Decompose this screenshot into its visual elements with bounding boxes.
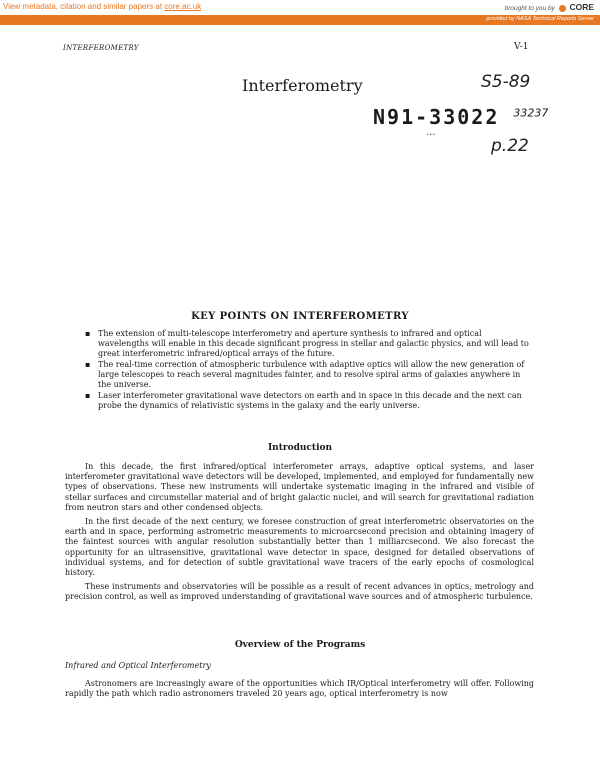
introduction-heading: Introduction bbox=[267, 443, 333, 453]
subsection-heading: Infrared and Optical Interferometry bbox=[65, 661, 211, 670]
key-point-item: ▪ The extension of multi-telescope interferometry and aperture synthesis to infrared and optical wavelengths will enable in this decade significant progress in stellar and galactic physics, and will lead to great interferometric infrared/optical arrays of the future. bbox=[87, 329, 534, 359]
core-logo-text: CORE bbox=[569, 2, 594, 12]
handwritten-note-top: S5-89 bbox=[481, 72, 531, 92]
key-points-list bbox=[87, 329, 534, 412]
accession-text: N91-33022 bbox=[373, 105, 500, 129]
key-points-heading: KEY POINTS ON INTERFEROMETRY bbox=[191, 311, 409, 322]
core-link-text: View metadata, citation and similar papers at bbox=[3, 2, 163, 11]
ir-optical-body bbox=[65, 679, 534, 703]
page-number: V-1 bbox=[514, 42, 529, 52]
core-logo-icon bbox=[559, 5, 566, 12]
key-point-item: ▪ Laser interferometer gravitational wave detectors on earth and in space in this decade and the next can probe the dynamics of relativistic systems in the galaxy and the early universe. bbox=[87, 391, 534, 411]
intro-paragraph: In this decade, the first infrared/optical interferometer arrays, adaptive optical systems, and laser interferometer gravitational wave detectors will be developed, implemented, and employed for fundamentally new types of observations. These new instruments will undertake systematic imaging in the infrared and visible of stellar surfaces and circumstellar material and of bright galactic nuclei, and will search for gravitational radiation from neutron stars and other condensed objects. bbox=[65, 462, 534, 512]
handwritten-overwrite: 33237 bbox=[513, 106, 549, 120]
brought-by-text: brought to you by bbox=[504, 5, 555, 12]
introduction-body bbox=[65, 462, 534, 607]
accession-number bbox=[373, 105, 548, 129]
core-banner bbox=[0, 0, 600, 14]
page-title: Interferometry bbox=[242, 76, 363, 95]
key-point-item: ▪ The real-time correction of atmospheric turbulence with adaptive optics will allow the new generation of large telescopes to reach several magnitudes fainter, and to resolve spiral arms of galaxies anywhere in the universe. bbox=[87, 360, 534, 390]
core-metadata-link[interactable] bbox=[3, 2, 201, 11]
strike-mark: ... bbox=[426, 127, 436, 138]
intro-paragraph: In the first decade of the next century, we foresee construction of great interferometric observatories on the earth and in space, performing astrometric measurements to microarcsecond precision and obtaining imagery of the faintest sources with angular resolution substantially better than 1 milliarcsecond. We also forecast the opportunity for an ultrasensitive, gravitational wave detector in space, designed for detailed observations of individual systems, and for detection of subtle gravitational wave tracers of the early epochs of cosmological history. bbox=[65, 517, 534, 578]
core-link-site[interactable]: core.ac.uk bbox=[164, 2, 202, 11]
handwritten-page-count: p.22 bbox=[491, 136, 529, 156]
running-head: INTERFEROMETRY bbox=[63, 44, 139, 52]
ir-paragraph: Astronomers are increasingly aware of the opportunities which IR/Optical interferometry will offer. Following rapidly the path which radio astronomers traveled 20 years ago, optical interferometry is now bbox=[65, 679, 534, 699]
provider-text[interactable]: provided by NASA Technical Reports Server bbox=[486, 16, 594, 22]
intro-paragraph: These instruments and observatories will be possible as a result of recent advances in optics, metrology and precision control, as well as improved understanding of gravitational wave sources and of atmospheric turbulence. bbox=[65, 582, 534, 602]
core-brand[interactable] bbox=[505, 2, 594, 12]
provider-bar bbox=[0, 15, 600, 25]
overview-heading: Overview of the Programs bbox=[234, 640, 366, 650]
